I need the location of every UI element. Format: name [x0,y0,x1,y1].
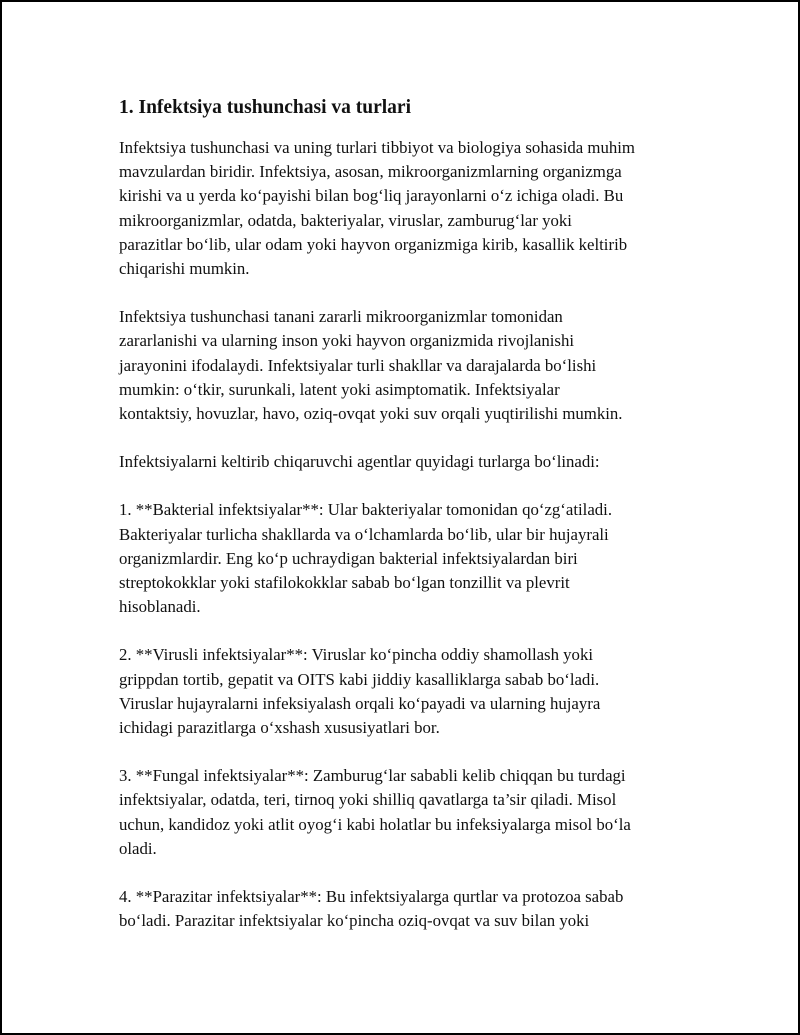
paragraph-fungal [119,764,679,861]
text-line: infektsiyalar, odatda, teri, tirnoq yoki shilliq qavatlarga ta’sir qiladi. Misol [119,790,617,810]
text-line: hisoblanadi. [119,597,201,617]
text-line: chiqarishi mumkin. [119,259,250,279]
text-line: Infektsiyalarni keltirib chiqaruvchi agentlar quyidagi turlarga bo‘linadi: [119,452,600,472]
text-line: 2. **Virusli infektsiyalar**: Viruslar ko‘pincha oddiy shamollash yoki [119,645,594,665]
paragraph-parasitic [119,885,679,933]
document-body [119,94,679,957]
text-line: Viruslar hujayralarni infeksiyalash orqali ko‘payadi va ularning hujayra [119,693,601,713]
paragraph-viral [119,643,679,740]
text-line: parazitlar bo‘lib, ular odam yoki hayvon organizmiga kirib, kasallik keltirib [119,234,628,254]
section-heading: 1. Infektsiya tushunchasi va turlari [119,97,412,118]
paragraph-bacterial [119,498,679,619]
text-line: 1. **Bakterial infektsiyalar**: Ular bakteriyalar tomonidan qo‘zg‘atiladi. [119,500,613,520]
text-line: Infektsiya tushunchasi va uning turlari tibbiyot va biologiya sohasida muhim [119,138,635,157]
text-line: 3. **Fungal infektsiyalar**: Zamburug‘lar sababli kelib chiqqan bu turdagi [119,766,626,786]
text-line: 4. **Parazitar infektsiyalar**: Bu infektsiyalarga qurtlar va protozoa sabab [119,887,624,907]
text-line: mikroorganizmlar, odatda, bakteriyalar, viruslar, zamburug‘lar yoki [119,210,572,230]
text-line: Bakteriyalar turlicha shakllarda va o‘lchamlarda bo‘lib, ular bir hujayrali [119,524,609,544]
text-line: uchun, kandidoz yoki atlit oyog‘i kabi holatlar bu infeksiyalarga misol bo‘la [119,814,631,834]
text-line: kirishi va u yerda ko‘payishi bilan bog‘liq jarayonlarni o‘z ichiga oladi. Bu [119,186,624,206]
text-line: mavzulardan biridir. Infektsiya, asosan, mikroorganizmlarning organizmga [119,162,622,182]
paragraph-agents-intro [119,450,679,474]
paragraph-intro [119,136,679,281]
text-line: grippdan tortib, gepatit va OITS kabi jiddiy kasalliklarga sabab bo‘ladi. [119,669,600,689]
paragraph-definition [119,305,679,426]
text-line: zararlanishi va ularning inson yoki hayvon organizmida rivojlanishi [119,331,575,351]
text-line: organizmlardir. Eng ko‘p uchraydigan bakterial infektsiyalardan biri [119,548,578,568]
text-line: kontaktsiy, hovuzlar, havo, oziq-ovqat yoki suv orqali yuqtirilishi mumkin. [119,404,623,424]
text-line: jarayonini ifodalaydi. Infektsiyalar turli shakllar va darajalarda bo‘lishi [119,355,597,375]
text-line: mumkin: o‘tkir, surunkali, latent yoki asimptomatik. Infektsiyalar [119,379,560,399]
text-line: streptokokklar yoki stafilokokklar sabab bo‘lgan tonzillit va plevrit [119,573,570,593]
text-line: bo‘ladi. Parazitar infektsiyalar ko‘pincha oziq-ovqat va suv bilan yoki [119,911,590,931]
text-line: oladi. [119,838,157,858]
text-line: Infektsiya tushunchasi tanani zararli mikroorganizmlar tomonidan [119,307,563,327]
text-line: ichidagi parazitlarga o‘xshash xususiyatlari bor. [119,718,440,738]
